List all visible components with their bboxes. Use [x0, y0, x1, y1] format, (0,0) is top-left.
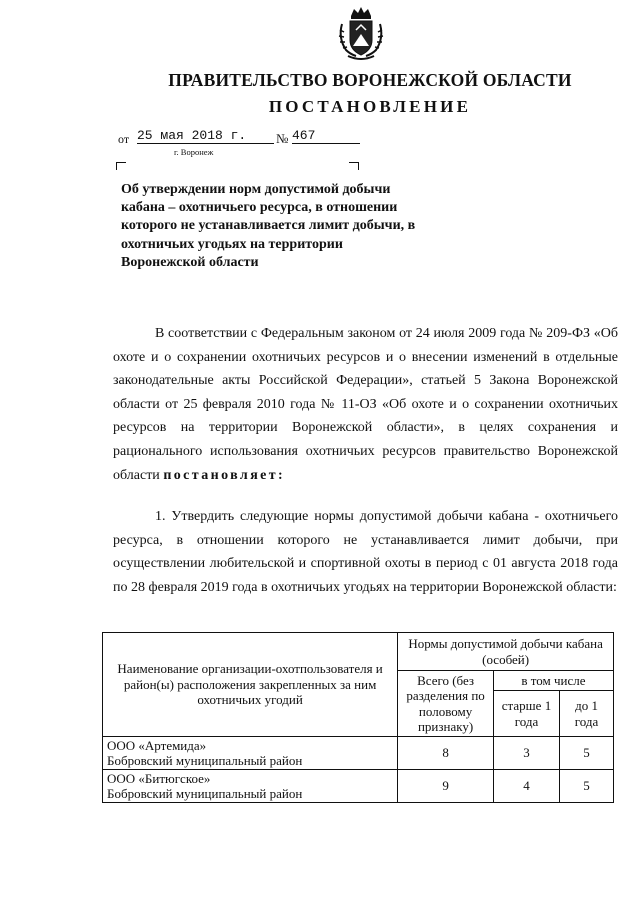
item-1-paragraph: 1. Утвердить следующие нормы допустимой добычи кабана - охотничьего ресурса, в отношении которого не устанавливается лимит добычи, при осуществлении любительской и спортивной охоты в период с 01 августа 2018 года по 28 февраля 2019 года в охотничьих угодьях на территории Воронежской области: — [113, 509, 618, 595]
preamble-paragraph — [113, 322, 618, 487]
header-organization: Наименование организации-охотпользователя и район(ы) расположения закрепленных за ним охотничьих угодий — [103, 633, 398, 737]
org-name: ООО «Битюгское» — [107, 770, 211, 786]
org-cell — [103, 770, 398, 803]
header-total: Всего (без разделения по половому признаку) — [398, 671, 494, 737]
header-norms: Нормы допустимой добычи кабана (особей) — [398, 633, 614, 671]
older-cell: 4 — [493, 770, 559, 803]
date-prefix: от — [118, 132, 130, 146]
decree-keyword: постановляет: — [163, 467, 286, 483]
document-date: 25 мая 2018 г. — [137, 128, 274, 144]
table-row — [103, 770, 614, 803]
org-district: Бобровский муниципальный район — [107, 786, 303, 801]
org-cell — [103, 737, 398, 770]
total-cell: 8 — [398, 737, 494, 770]
header-older-than-1: старше 1 года — [493, 691, 559, 737]
table-row — [103, 737, 614, 770]
header-under-1: до 1 года — [560, 691, 614, 737]
subject-corner-left — [116, 162, 126, 170]
younger-cell: 5 — [560, 737, 614, 770]
document-subject: Об утверждении норм допустимой добычи кабана – охотничьего ресурса, в отношении которого не устанавливается лимит добычи, в охотничьих угодьях на территории Воронежской области — [121, 182, 416, 270]
document-number: 467 — [292, 128, 360, 144]
number-sign: № — [276, 131, 289, 146]
org-name: ООО «Артемида» — [107, 737, 207, 753]
subject-corner-right — [349, 162, 359, 170]
hunting-norms-table — [102, 632, 614, 803]
younger-cell: 5 — [560, 770, 614, 803]
coat-of-arms-icon — [336, 6, 386, 62]
document-city: г. Воронеж — [174, 147, 214, 157]
preamble-text: В соответствии с Федеральным законом от 24 июля 2009 года № 209-ФЗ «Об охоте и о сохранении охотничьих ресурсов и о внесении изменений в отдельные законодательные акты Российской Федерации», статьей 5 Закона Воронежской области от 25 февраля 2010 года № 11-ОЗ «Об охоте и о сохранении охотничьих ресурсов на территории Воронежской области», в целях сохранения и рационального использования охотничьих ресурсов правительство Воронежской области — [113, 326, 618, 483]
total-cell: 9 — [398, 770, 494, 803]
document-type-title: ПОСТАНОВЛЕНИЕ — [268, 97, 472, 116]
older-cell: 3 — [493, 737, 559, 770]
org-district: Бобровский муниципальный район — [107, 753, 303, 768]
header-including: в том числе — [493, 671, 613, 691]
government-title: ПРАВИТЕЛЬСТВО ВОРОНЕЖСКОЙ ОБЛАСТИ — [168, 70, 572, 90]
